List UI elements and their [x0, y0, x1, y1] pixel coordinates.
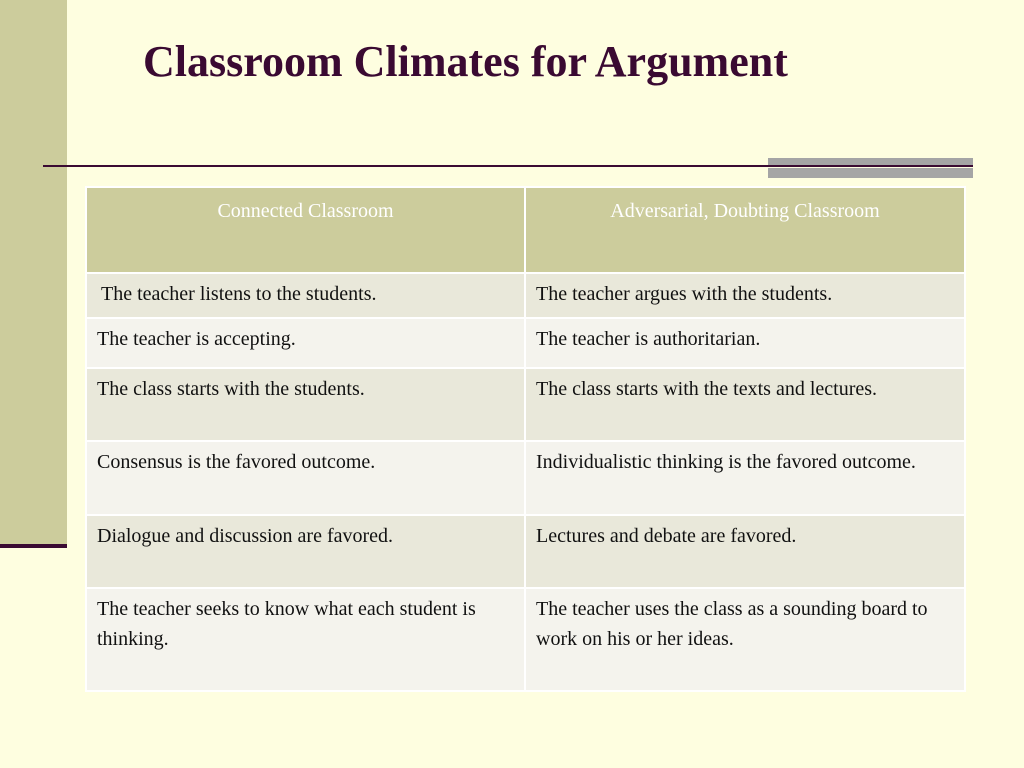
connected-cell: Consensus is the favored outcome. [86, 441, 525, 515]
connected-cell: The teacher is accepting. [86, 318, 525, 368]
title-divider-accent [768, 158, 973, 178]
adversarial-cell: The teacher uses the class as a sounding board to work on his or her ideas. [525, 588, 965, 691]
adversarial-cell: The teacher is authoritarian. [525, 318, 965, 368]
adversarial-cell: Lectures and debate are favored. [525, 515, 965, 588]
connected-cell: Dialogue and discussion are favored. [86, 515, 525, 588]
connected-cell: The teacher seeks to know what each student is thinking. [86, 588, 525, 691]
connected-cell: The class starts with the students. [86, 368, 525, 441]
header-adversarial-classroom: Adversarial, Doubting Classroom [525, 187, 965, 273]
adversarial-cell: Individualistic thinking is the favored outcome. [525, 441, 965, 515]
table-row [86, 273, 965, 318]
header-connected-classroom: Connected Classroom [86, 187, 525, 273]
accent-stripe-bottom [768, 168, 973, 178]
table-row [86, 368, 965, 441]
table-row [86, 318, 965, 368]
table-header-row [86, 187, 965, 273]
slide-title: Classroom Climates for Argument [143, 37, 788, 86]
table-row [86, 588, 965, 691]
comparison-table [85, 186, 966, 692]
connected-cell: The teacher listens to the students. [86, 273, 525, 318]
table-row [86, 515, 965, 588]
side-bar-rule [0, 544, 67, 548]
adversarial-cell: The class starts with the texts and lectures. [525, 368, 965, 441]
adversarial-cell: The teacher argues with the students. [525, 273, 965, 318]
table-row [86, 441, 965, 515]
accent-stripe-top [768, 158, 973, 165]
decorative-side-bar [0, 0, 67, 548]
